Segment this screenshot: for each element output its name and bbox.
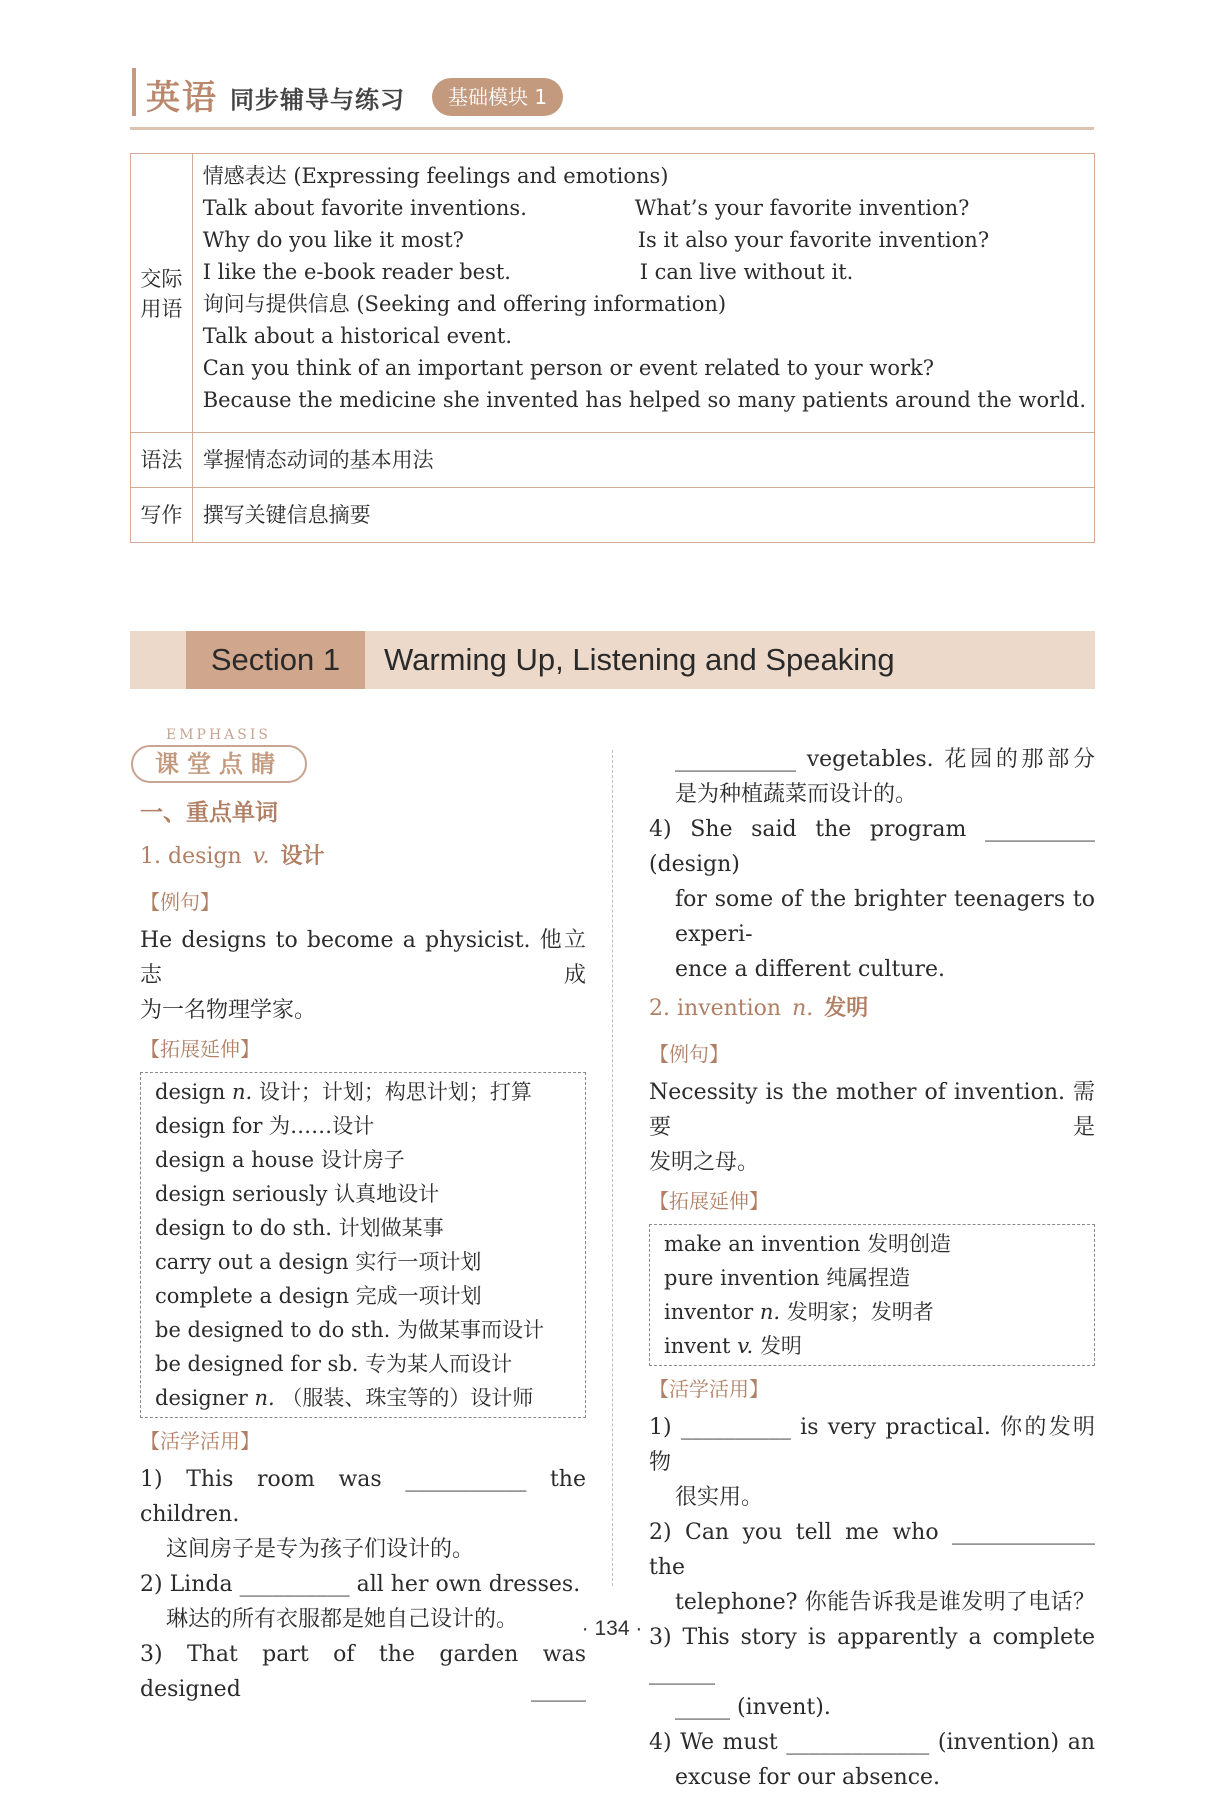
content-line [203,160,1086,192]
exercise-line: telephone? 你能告诉我是谁发明了电话？ [675,1590,1095,1615]
extend-item [155,1177,573,1211]
line-right: I can live without it. [639,260,854,284]
extend-en: be designed for sb. [155,1352,359,1376]
row-content: 撰写关键信息摘要 [192,488,1094,543]
extend-zh: 纯属捏造 [826,1266,911,1290]
line-left: Talk about favorite inventions. [202,196,527,220]
exercise-line: 这间房子是专为孩子们设计的。 [166,1537,475,1562]
extend-item [155,1279,573,1313]
line-left: I like the e-book reader best. [202,260,511,284]
header-accent-bar [132,68,136,116]
table-row [131,488,1095,543]
section-heading: 一、重点单词 [140,800,278,826]
extend-en: carry out a design [155,1250,349,1274]
table-row [131,154,1095,433]
word-entry: 2. invention [649,996,782,1021]
extend-zh: 计划做某事 [338,1216,444,1240]
extend-tag: 【拓展延伸】 [140,1037,260,1061]
extend-item [155,1143,573,1177]
extend-pos: n. [759,1300,781,1324]
practice-continued [649,742,1095,987]
extend-zh: 发明创造 [867,1232,952,1256]
extend-item [155,1211,573,1245]
extend-item [664,1329,1082,1363]
extend-en: make an invention [664,1232,861,1256]
extend-en: pure invention [664,1266,820,1290]
left-column [140,797,586,1707]
practice-list [649,1410,1095,1795]
extend-pos: n. [254,1386,275,1410]
extend-zh: 为做某事而设计 [397,1318,545,1342]
exercise-line: ___________ vegetables. 花园的那部分 [675,747,1095,772]
extend-zh: 专为某人而设计 [365,1352,513,1376]
content-line [203,384,1086,416]
book-title: 同步辅导与练习 [230,86,405,114]
line-left: Talk about a historical event. [202,324,513,348]
extend-zh: 设计；计划；构思计划；打算 [258,1080,532,1104]
exercise-line: 2) Linda __________ all her own dresses. [140,1572,581,1597]
extend-item [664,1261,1082,1295]
extend-zh: 设计房子 [320,1148,405,1172]
word-pos: v. [252,844,270,869]
extend-zh: 实行一项计划 [355,1250,482,1274]
line-left: Can you think of an important person or event related to your work? [202,356,935,380]
extend-item [155,1109,573,1143]
extend-box [649,1224,1095,1366]
line-left: Because the medicine she invented has helped so many patients around the world. [202,388,1086,412]
exercise-line: 是为种植蔬菜而设计的。 [675,782,918,807]
extend-en: design for [155,1114,263,1138]
extend-pos: v. [737,1334,754,1358]
emphasis-pill: 课堂点睛 [131,745,307,783]
exercise-line: 2) Can you tell me who _____________ the [649,1520,1095,1580]
header-divider [130,127,1094,130]
example-line: 发明之母。 [649,1150,760,1175]
extend-item [155,1245,573,1279]
line-left: 询问与提供信息 (Seeking and offering information) [202,292,727,316]
extend-en: design to do sth. [155,1216,332,1240]
extend-zh: 认真地设计 [334,1182,440,1206]
practice-list [140,1462,586,1707]
section-title: Warming Up, Listening and Speaking [384,642,895,677]
extend-en: invent [664,1334,731,1358]
extend-item [664,1295,1082,1329]
module-badge: 基础模块 1 [432,78,563,116]
extend-zh: 发明 [759,1334,802,1358]
row-label: 语法 [131,433,193,488]
exercise-line: 1) __________ is very practical. 你的发明物 [649,1415,1095,1475]
exercise-line: 3) That part of the garden was designed _____ [140,1642,586,1702]
extend-en: inventor [664,1300,754,1324]
example-line: He designs to become a physicist. 他立志成 [140,928,586,988]
content-line [203,256,1086,288]
row-label: 写作 [131,488,193,543]
extend-en: complete a design [155,1284,349,1308]
extend-zh: （服装、珠宝等的）设计师 [281,1386,534,1410]
line-left: 情感表达 (Expressing feelings and emotions) [202,164,669,188]
exercise-line: 4) We must _____________ (invention) an [649,1730,1095,1755]
exercise-line: 很实用。 [675,1485,764,1510]
example-tag: 【例句】 [649,1042,729,1066]
exercise-line: 4) She said the program __________ (design) [649,817,1095,877]
extend-zh: 完成一项计划 [355,1284,482,1308]
subject-title: 英语 [146,78,218,118]
extend-zh: 为……设计 [269,1114,375,1138]
practice-tag: 【活学活用】 [140,1429,260,1453]
word-pos: n. [792,996,814,1021]
extend-item [155,1313,573,1347]
extend-item [664,1227,1082,1261]
content-line [203,320,1086,352]
exercise-line: for some of the brighter teenagers to experi- [675,887,1095,947]
example-tag: 【例句】 [140,890,220,914]
example-line: Necessity is the mother of invention. 需要是 [649,1080,1095,1140]
exercise-line: ence a different culture. [675,957,946,982]
word-meaning: 设计 [280,844,325,869]
extend-box [140,1072,586,1418]
exercise-line: excuse for our absence. [675,1765,941,1790]
extend-en: design a house [155,1148,315,1172]
section-number: Section 1 [186,631,365,689]
exercise-line: _____ (invent). [675,1695,831,1720]
extend-en: design seriously [155,1182,328,1206]
row-content [192,154,1094,433]
extend-item [155,1075,573,1109]
content-line [203,224,1086,256]
word-entry: 1. design [140,844,242,869]
row-label: 交际用语 [131,154,193,433]
row-content: 掌握情态动词的基本用法 [192,433,1094,488]
extend-item [155,1347,573,1381]
exercise-line: 琳达的所有衣服都是她自己设计的。 [166,1607,519,1632]
word-heading [649,993,1095,1039]
word-heading [140,841,586,887]
extend-en: be designed to do sth. [155,1318,391,1342]
column-divider [612,750,613,1586]
table-row [131,433,1095,488]
exercise-line: 1) This room was ___________ the children. [140,1467,586,1527]
extend-zh: 发明家；发明者 [786,1300,934,1324]
practice-tag: 【活学活用】 [649,1377,769,1401]
exercise-line: 3) This story is apparently a complete ______ [649,1625,1095,1685]
line-right: What’s your favorite invention? [634,196,970,220]
word-meaning: 发明 [824,996,869,1021]
content-line [203,352,1086,384]
emphasis-label: EMPHASIS [166,727,272,743]
page-number: · 134 · [581,1617,643,1640]
line-left: Why do you like it most? [202,228,464,252]
extend-pos: n. [232,1080,253,1104]
extend-en: designer [155,1386,248,1410]
example-line: 为一名物理学家。 [140,998,317,1023]
extend-tag: 【拓展延伸】 [649,1189,769,1213]
extend-en: design [155,1080,226,1104]
content-line [203,288,1086,320]
objectives-table [130,153,1095,543]
extend-item [155,1381,573,1415]
content-line [203,192,1086,224]
line-right: Is it also your favorite invention? [637,228,990,252]
